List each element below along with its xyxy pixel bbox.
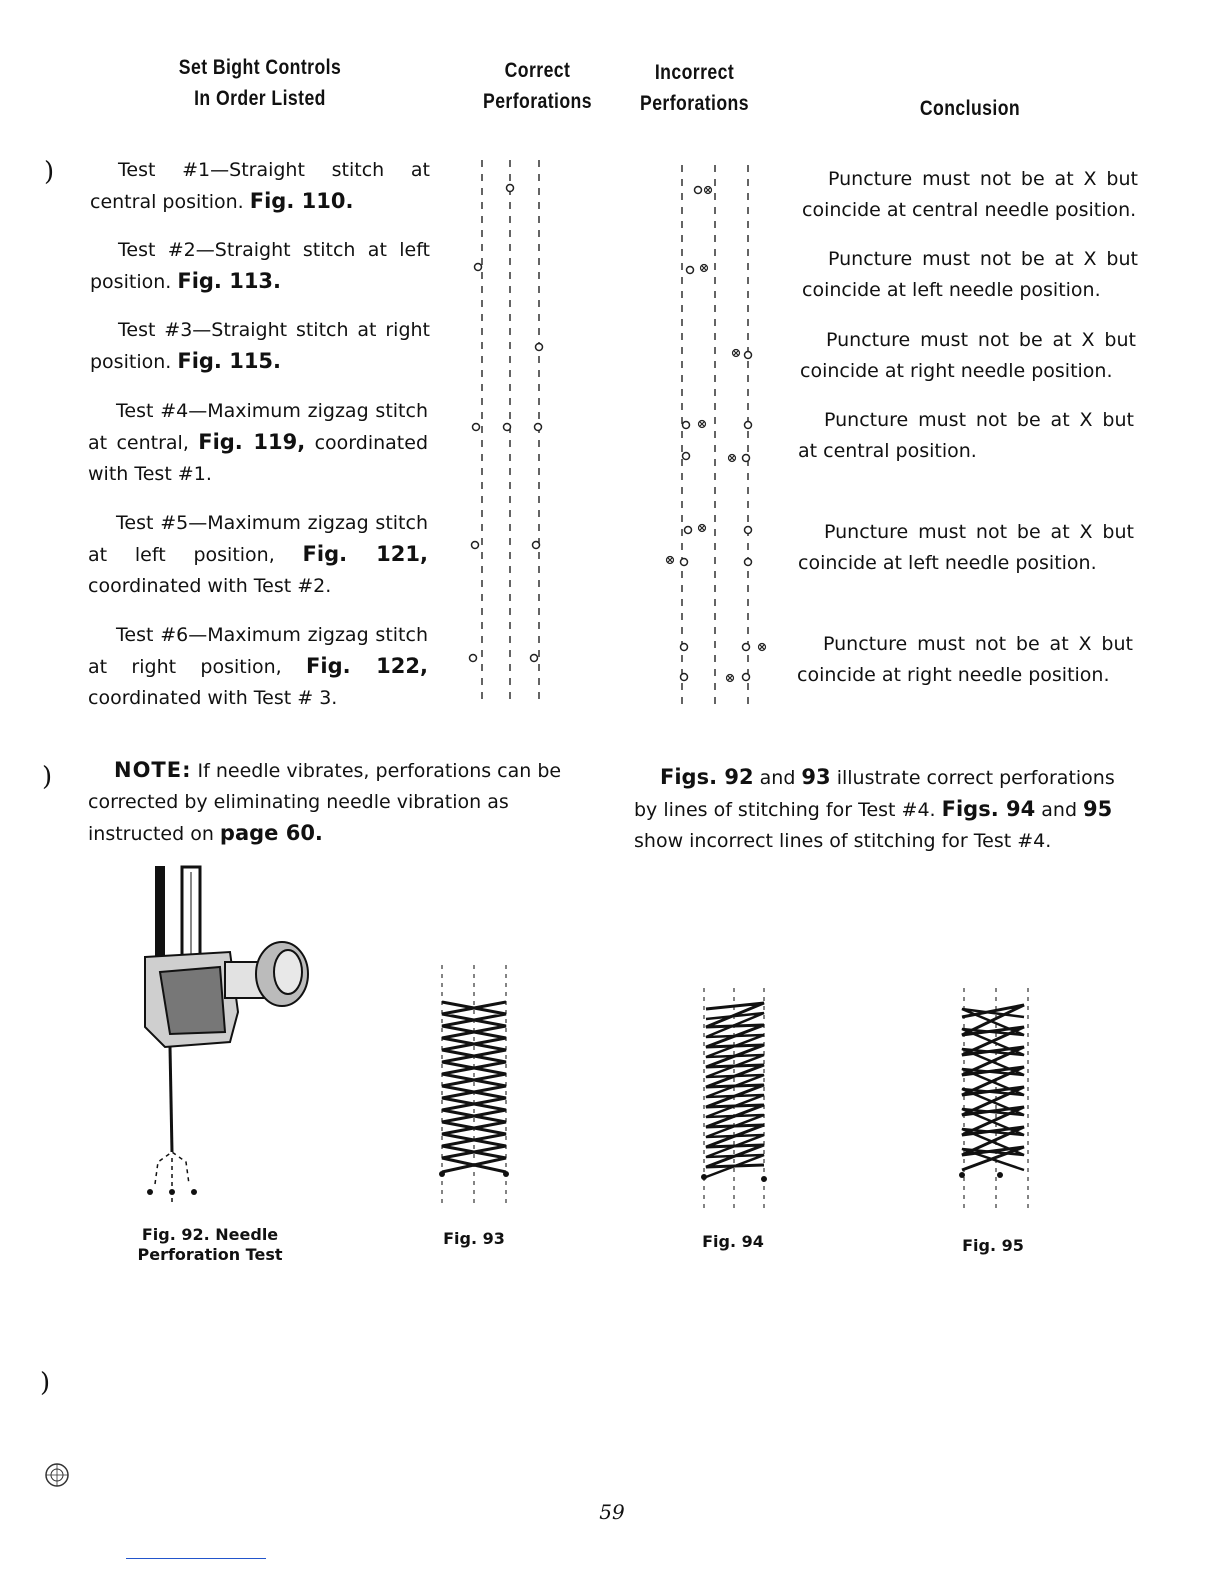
- conclusion-1: Puncture must not be at X but coincide at central needle position.: [802, 168, 1138, 221]
- header-correct-line2: Perforations: [483, 90, 592, 113]
- puncture-mark: [683, 422, 690, 429]
- emblem-icon: [44, 1462, 70, 1488]
- margin-mark: ): [44, 157, 55, 187]
- needle-illustration: [120, 862, 330, 1212]
- header-correct: [468, 55, 607, 117]
- header-incorrect-line1: Incorrect: [654, 61, 735, 84]
- puncture-mark: [687, 267, 694, 274]
- puncture-mark: [535, 424, 542, 431]
- header-incorrect: [625, 57, 764, 119]
- puncture-mark: [191, 1189, 197, 1195]
- x-mark: [729, 455, 736, 462]
- conclusion-5: Puncture must not be at X but coincide at left needle position.: [798, 521, 1134, 574]
- puncture-mark: [472, 542, 479, 549]
- page-number: 59: [599, 1500, 625, 1524]
- fig-93-stitch-diagram: [430, 962, 520, 1212]
- puncture-mark: [147, 1189, 153, 1195]
- conclusion-6: Puncture must not be at X but coincide at right needle position.: [797, 633, 1133, 686]
- x-mark: [759, 644, 766, 651]
- header-incorrect-line2: Perforations: [640, 92, 749, 115]
- header-controls: [151, 52, 369, 114]
- puncture-mark: [743, 674, 750, 681]
- puncture-mark: [681, 644, 688, 651]
- x-mark: [699, 421, 706, 428]
- conclusion-4: Puncture must not be at X but at central position.: [798, 409, 1134, 462]
- x-mark: [733, 350, 740, 357]
- header-correct-line1: Correct: [504, 59, 571, 82]
- caption-fig-93: Fig. 93: [443, 1229, 505, 1248]
- puncture-mark: [743, 644, 750, 651]
- header-conclusion: Conclusion: [919, 97, 1021, 120]
- puncture-mark: [475, 264, 482, 271]
- conclusion-2: Puncture must not be at X but coincide at left needle position.: [802, 248, 1138, 301]
- incorrect-perforations-diagram: [660, 160, 770, 715]
- puncture-mark: [533, 542, 540, 549]
- puncture-mark: [685, 527, 692, 534]
- puncture-mark: [745, 422, 752, 429]
- puncture-mark: [536, 344, 543, 351]
- puncture-mark: [745, 352, 752, 359]
- test-5: Test #5—Maximum zigzag stitch at left position, Fig. 121, coordinated with Test #2.: [88, 512, 428, 597]
- test-2: Test #2—Straight stitch at left position. Fig. 113.: [90, 239, 430, 293]
- puncture-mark: [504, 424, 511, 431]
- puncture-mark: [507, 185, 514, 192]
- test-3: Test #3—Straight stitch at right position. Fig. 115.: [90, 319, 430, 373]
- puncture-mark: [695, 187, 702, 194]
- fig-94-stitch-diagram: [692, 985, 782, 1215]
- needle: [170, 1047, 172, 1152]
- puncture-mark: [470, 655, 477, 662]
- puncture-mark: [169, 1189, 175, 1195]
- puncture-mark: [683, 453, 690, 460]
- x-mark: [667, 557, 674, 564]
- test-6: Test #6—Maximum zigzag stitch at right position, Fig. 122, coordinated with Test # 3.: [88, 624, 428, 709]
- fig-95-stitch-diagram: [952, 985, 1042, 1215]
- caption-fig-94: Fig. 94: [702, 1232, 764, 1251]
- divider: [126, 1558, 266, 1559]
- correct-perforations-diagram: [460, 155, 560, 710]
- note-label: NOTE:: [114, 758, 192, 782]
- puncture-mark: [681, 559, 688, 566]
- margin-mark: ): [40, 1368, 51, 1398]
- test-1: Test #1—Straight stitch at central position. Fig. 110.: [90, 159, 430, 213]
- puncture-mark: [745, 559, 752, 566]
- puncture-mark: [681, 674, 688, 681]
- page-reference: page 60.: [219, 821, 323, 845]
- margin-mark: ): [42, 762, 53, 792]
- figs-description: Figs. 92 and 93 illustrate correct perforations by lines of stitching for Test #4. Figs. 94 and 95 show incorrect lines of stitching for Test #4.: [634, 765, 1115, 852]
- note-paragraph: NOTE: If needle vibrates, perforations can be corrected by eliminating needle vibration as instructed on page 60.: [88, 758, 562, 845]
- conclusion-3: Puncture must not be at X but coincide at right needle position.: [800, 329, 1136, 382]
- puncture-mark: [745, 527, 752, 534]
- x-mark: [705, 187, 712, 194]
- x-mark: [701, 265, 708, 272]
- caption-fig-95: Fig. 95: [962, 1236, 1024, 1255]
- puncture-mark: [473, 424, 480, 431]
- test-4: Test #4—Maximum zigzag stitch at central, Fig. 119, coordinated with Test #1.: [88, 400, 429, 485]
- header-controls-line1: Set Bight Controls: [178, 56, 342, 79]
- puncture-mark: [531, 655, 538, 662]
- header-controls-line2: In Order Listed: [194, 87, 326, 110]
- x-mark: [699, 525, 706, 532]
- caption-fig-92: Fig. 92. Needle Perforation Test: [137, 1225, 283, 1264]
- puncture-mark: [743, 455, 750, 462]
- x-mark: [727, 675, 734, 682]
